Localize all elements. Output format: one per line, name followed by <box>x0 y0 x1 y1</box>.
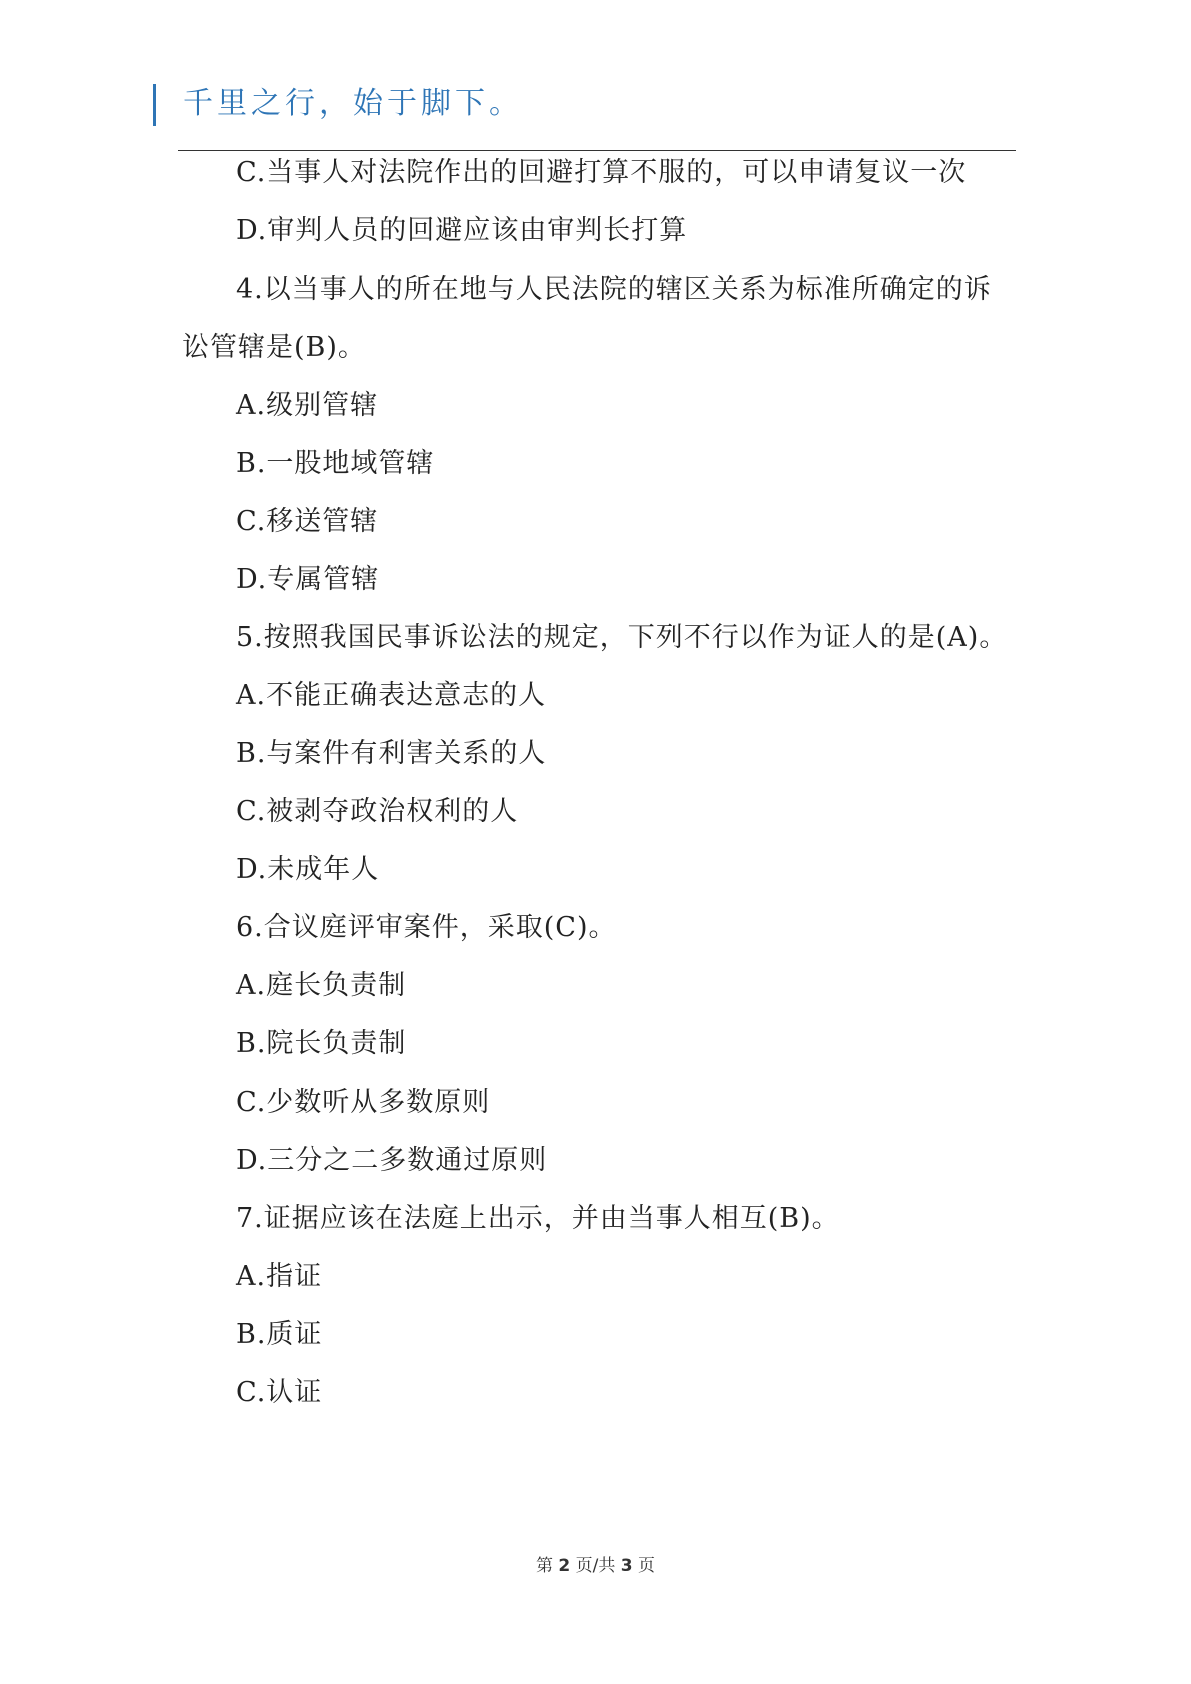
option-line: C.移送管辖 <box>236 506 379 537</box>
option-line: D.审判人员的回避应该由审判长打算 <box>236 215 688 246</box>
option-line: B.与案件有利害关系的人 <box>236 738 547 769</box>
header-accent-bar <box>153 84 156 126</box>
header-motto: 千里之行，始于脚下。 <box>183 86 523 121</box>
footer-prefix: 第 <box>535 1556 553 1576</box>
option-line: A.指证 <box>236 1261 323 1292</box>
question-line-continuation: 讼管辖是(B)。 <box>182 332 366 363</box>
page-footer <box>0 1551 1191 1576</box>
option-line: C.被剥夺政治权利的人 <box>236 796 519 827</box>
question-line: 7.证据应该在法庭上出示，并由当事人相互(B)。 <box>236 1203 840 1234</box>
footer-middle: 页/共 <box>575 1556 616 1576</box>
option-line: C.当事人对法院作出的回避打算不服的，可以申请复议一次 <box>236 157 967 188</box>
question-line: 4.以当事人的所在地与人民法院的辖区关系为标准所确定的诉 <box>236 274 992 305</box>
option-line: B.质证 <box>236 1319 323 1350</box>
footer-suffix: 页 <box>638 1556 656 1576</box>
option-line: A.庭长负责制 <box>236 970 407 1001</box>
option-line: D.专属管辖 <box>236 564 380 595</box>
option-line: D.未成年人 <box>236 854 380 885</box>
option-line: A.不能正确表达意志的人 <box>236 680 547 711</box>
question-line: 5.按照我国民事诉讼法的规定，下列不行以作为证人的是(A)。 <box>236 622 1008 653</box>
option-line: D.三分之二多数通过原则 <box>236 1145 548 1176</box>
footer-total-pages: 3 <box>620 1556 633 1576</box>
question-line: 6.合议庭评审案件，采取(C)。 <box>236 912 617 943</box>
option-line: C.少数听从多数原则 <box>236 1087 491 1118</box>
option-line: B.院长负责制 <box>236 1028 407 1059</box>
option-line: B.一股地域管辖 <box>236 448 435 479</box>
footer-current-page: 2 <box>558 1556 571 1576</box>
option-line: C.认证 <box>236 1377 323 1408</box>
option-line: A.级别管辖 <box>236 390 379 421</box>
